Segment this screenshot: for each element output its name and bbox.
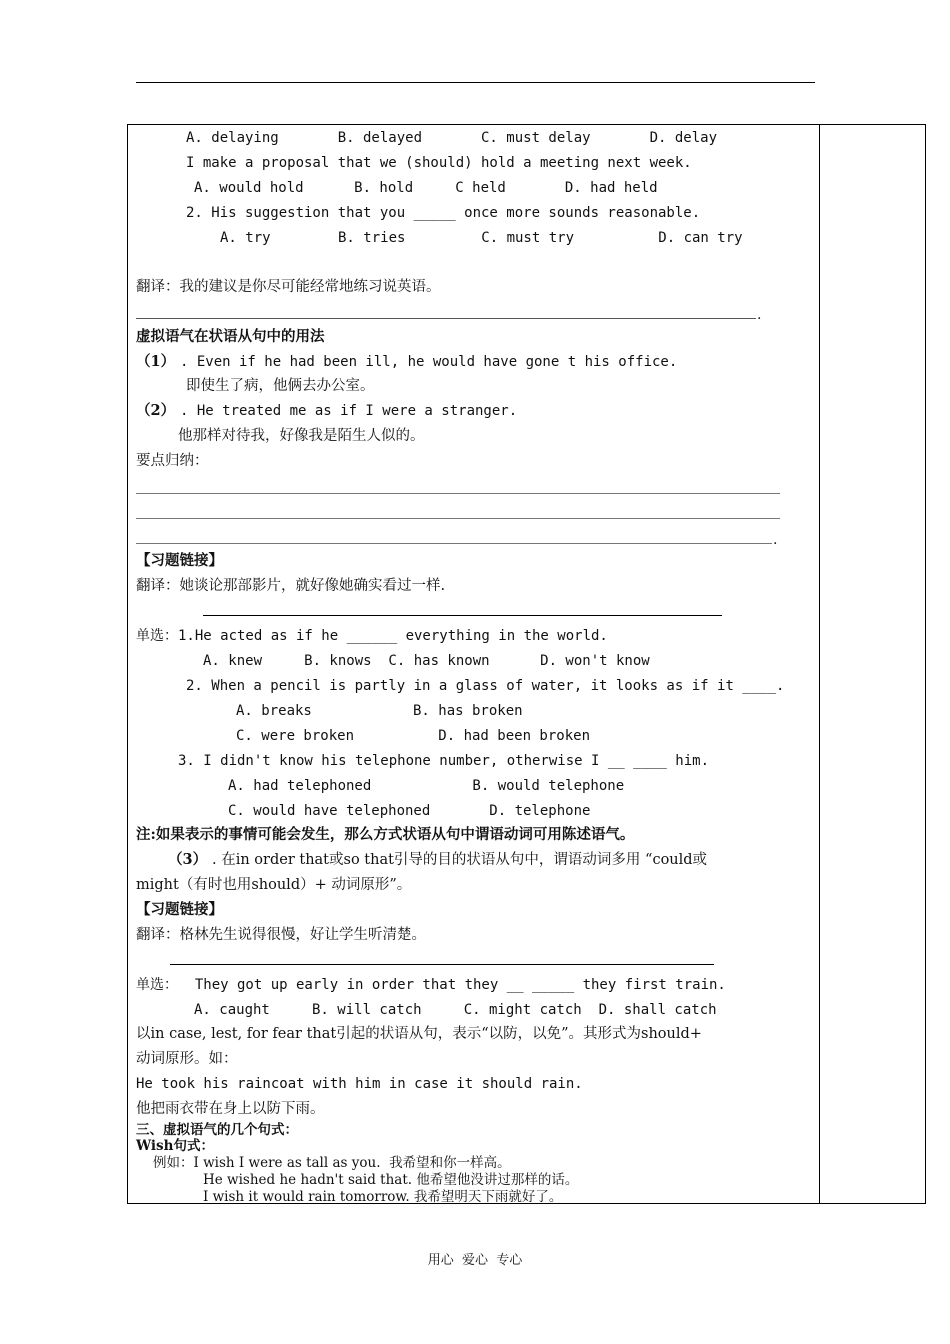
example-sentence: I make a proposal that we (should) hold a meeting next week. xyxy=(186,155,692,171)
exercise-link-heading: 【习题链接】 xyxy=(136,901,223,918)
summary-line-3 xyxy=(136,543,772,544)
mc-question-2: 2. When a pencil is partly in a glass of water, it looks as if it ____. xyxy=(186,678,785,694)
summary-label: 要点归纳： xyxy=(136,453,209,469)
mc-question-3-options-cd: C. would have telephoned D. telephone xyxy=(228,803,591,819)
header-rule xyxy=(136,82,815,83)
wish-example-2: He wished he hadn't said that. 他希望他没讲过那样的话。 xyxy=(203,1172,579,1188)
page-footer: 用心 爱心 专心 xyxy=(427,1253,523,1268)
example-2-translation: 他那样对待我，好像我是陌生人似的。 xyxy=(178,428,425,444)
section-heading-3: 三、虚拟语气的几个句式： xyxy=(136,1122,298,1138)
mc-question-2-options-ab: A. breaks B. has broken xyxy=(236,703,523,719)
translation-prompt: 翻译：我的建议是你尽可能经常地练习说英语。 xyxy=(136,279,441,295)
exercise-link-heading: 【习题链接】 xyxy=(136,552,223,569)
example-sentence: He took his raincoat with him in case it should rain. xyxy=(136,1076,583,1092)
mc-question-2-options-cd: C. were broken D. had been broken xyxy=(236,728,591,744)
rule-3-text: . 在in order that或so that引导的目的状语从句中，谓语动词多用 “could或 xyxy=(212,852,708,868)
example-1: . Even if he had been ill, he would have gone t his office. xyxy=(180,354,678,370)
answer-line xyxy=(170,964,714,965)
translation-prompt: 翻译：她谈论那部影片，就好像她确实看过一样. xyxy=(136,578,446,594)
example-2: . He treated me as if I were a stranger. xyxy=(180,403,518,419)
rule-text: 以in case, lest, for fear that引起的状语从句，表示“以防，以免”。其形式为should+ xyxy=(136,1026,702,1042)
line-end-dot: . xyxy=(757,307,762,323)
item-number-2: （2） xyxy=(136,402,176,419)
answer-line xyxy=(136,318,756,319)
mc-question-1: 单选：1.He acted as if he ______ everything in the world. xyxy=(136,628,608,644)
example-1-translation: 即使生了病，他俩去办公室。 xyxy=(186,378,375,394)
translation-prompt: 翻译：格林先生说得很慢，好让学生听清楚。 xyxy=(136,927,426,943)
item-number-1: （1） xyxy=(136,353,176,370)
section-heading: 虚拟语气在状语从句中的用法 xyxy=(136,328,325,345)
rule-text-cont: 动词原形。如： xyxy=(136,1051,238,1067)
example-translation: 他把雨衣带在身上以防下雨。 xyxy=(136,1101,325,1117)
mc-question-4: 单选： They got up early in order that they __ _____ they first train. xyxy=(136,977,726,993)
q-options: A. would hold B. hold C held D. had held xyxy=(194,180,658,196)
q2-options: A. try B. tries C. must try D. can try xyxy=(220,230,743,246)
wish-heading: Wish句式： xyxy=(136,1138,214,1154)
rule-3-text-cont: might（有时也用should）+ 动词原形”。 xyxy=(136,877,412,893)
line-end-dot: . xyxy=(773,532,778,548)
side-note-cell xyxy=(820,124,926,1204)
mc-question-3: 3. I didn't know his telephone number, otherwise I __ ____ him. xyxy=(178,753,710,769)
mc-question-4-options: A. caught B. will catch C. might catch D. shall catch xyxy=(194,1002,717,1018)
wish-example-3: I wish it would rain tomorrow. 我希望明天下雨就好了。 xyxy=(203,1189,563,1205)
mc-question-1-options: A. knew B. knows C. has known D. won't know xyxy=(203,653,650,669)
q1-options: A. delaying B. delayed C. must delay D. delay xyxy=(186,130,718,146)
item-number-3: （3） xyxy=(168,851,208,868)
summary-line-1 xyxy=(136,493,780,494)
wish-example-1: 例如：I wish I were as tall as you. 我希望和你一样高。 xyxy=(153,1155,511,1171)
summary-line-2 xyxy=(136,518,780,519)
mc-question-3-options-ab: A. had telephoned B. would telephone xyxy=(228,778,625,794)
question-2: 2. His suggestion that you _____ once more sounds reasonable. xyxy=(186,205,701,221)
note: 注:如果表示的事情可能会发生，那么方式状语从句中谓语动词可用陈述语气。 xyxy=(136,826,635,843)
answer-line xyxy=(203,615,722,616)
